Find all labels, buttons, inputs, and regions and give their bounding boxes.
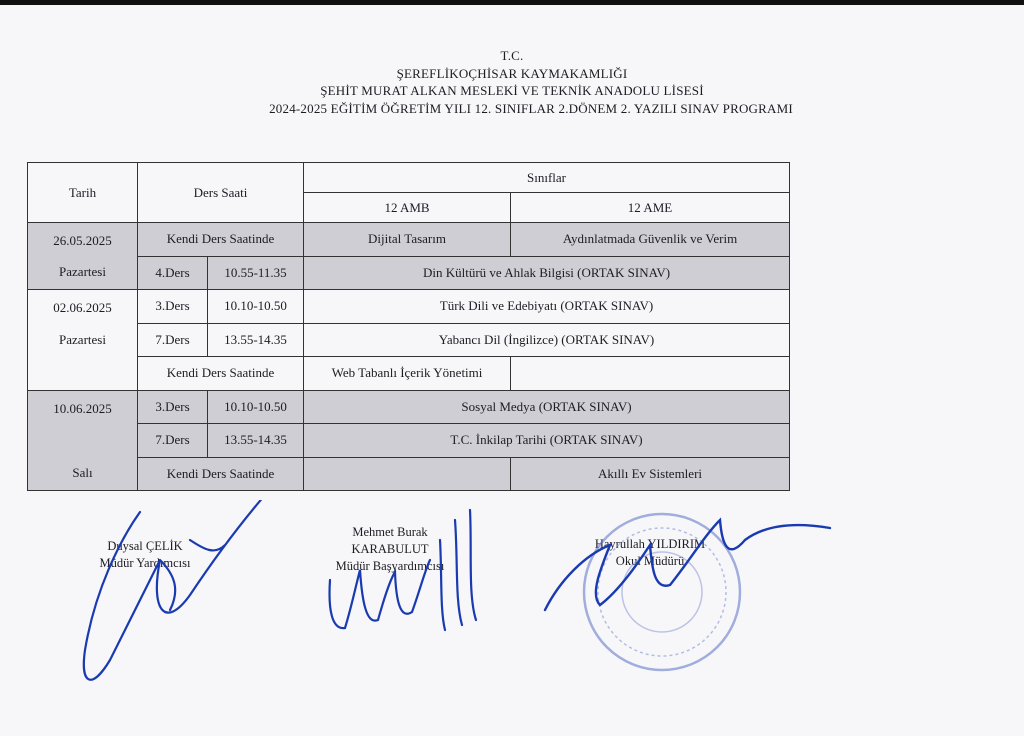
day2-date: 02.06.2025 [53,300,112,315]
day1-time: 10.55-11.35 [208,256,304,290]
day2-weekday: Pazartesi [59,332,106,347]
signer-surname: KARABULUT [351,542,429,556]
table-header-row [28,163,790,193]
day1-common-subject: Din Kültürü ve Ahlak Bilgisi (ORTAK SINAV) [304,256,790,290]
day2-ame-subject [511,357,790,391]
day2-time-2: 13.55-14.35 [208,323,304,357]
day3-period: Kendi Ders Saatinde [138,457,304,491]
day1-weekday: Pazartesi [59,264,106,279]
day1-lesson: 4.Ders [138,256,208,290]
day2-amb-subject: Web Tabanlı İçerik Yönetimi [304,357,511,391]
day1-date-cell [28,223,138,290]
table-row [28,390,790,424]
table-row [28,424,790,458]
day3-weekday: Salı [72,465,93,480]
signer-name: Hayrullah YILDIRIM [594,537,706,551]
signer-name: Duysal ÇELİK [107,539,183,553]
document-header [0,47,1024,117]
table-row [28,290,790,324]
day1-period: Kendi Ders Saatinde [138,223,304,257]
table-row [28,457,790,491]
scan-top-edge [0,0,1024,5]
day2-time-1: 10.10-10.50 [208,290,304,324]
day3-date: 10.06.2025 [53,400,112,416]
signature-area [0,500,1024,736]
signatures-ink [0,500,1024,736]
day2-lesson-1: 3.Ders [138,290,208,324]
day2-lesson-2: 7.Ders [138,323,208,357]
table-row [28,323,790,357]
table-row [28,357,790,391]
day3-lesson-2: 7.Ders [138,424,208,458]
day3-time-2: 13.55-14.35 [208,424,304,458]
day1-date: 26.05.2025 [53,233,112,248]
signature-scribble-1 [84,500,265,680]
official-seal-icon [584,514,740,670]
header-class-12ame: 12 AME [511,193,790,223]
header-school: ŞEHİT MURAT ALKAN MESLEKİ VE TEKNİK ANADOLU LİSESİ [320,83,704,98]
day2-subject-2: Yabancı Dil (İngilizce) (ORTAK SINAV) [304,323,790,357]
day3-subject-2: T.C. İnkilap Tarihi (ORTAK SINAV) [304,424,790,458]
day3-lesson-1: 3.Ders [138,390,208,424]
table-row [28,223,790,257]
header-tc: T.C. [500,48,524,63]
day3-ame-subject: Akıllı Ev Sistemleri [511,457,790,491]
document-title: 2024-2025 EĞİTİM ÖĞRETİM YILI 12. SINIFLAR 2.DÖNEM 2. YAZILI SINAV PROGRAMI [269,100,793,116]
day2-subject-1: Türk Dili ve Edebiyatı (ORTAK SINAV) [304,290,790,324]
header-ders-saati: Ders Saati [138,163,304,223]
day2-period: Kendi Ders Saatinde [138,357,304,391]
day3-date-cell [28,390,138,491]
day3-time-1: 10.10-10.50 [208,390,304,424]
signer-title: Okul Müdürü [615,554,685,568]
day2-date-cell [28,290,138,391]
day3-amb-subject [304,457,511,491]
header-siniflar: Sınıflar [304,163,790,193]
day1-amb-subject: Dijital Tasarım [304,223,511,257]
header-class-12amb: 12 AMB [304,193,511,223]
day3-subject-1: Sosyal Medya (ORTAK SINAV) [304,390,790,424]
table-row [28,256,790,290]
signer-title: Müdür Başyardımcısı [335,559,445,573]
signature-scribble-2 [330,510,476,630]
day1-ame-subject: Aydınlatmada Güvenlik ve Verim [511,223,790,257]
exam-schedule-table [27,162,790,491]
signer-title: Müdür Yardımcısı [99,556,191,570]
header-district: ŞEREFLİKOÇHİSAR KAYMAKAMLIĞI [396,65,628,81]
header-tarih: Tarih [28,163,138,223]
signer-name: Mehmet Burak [352,525,428,539]
